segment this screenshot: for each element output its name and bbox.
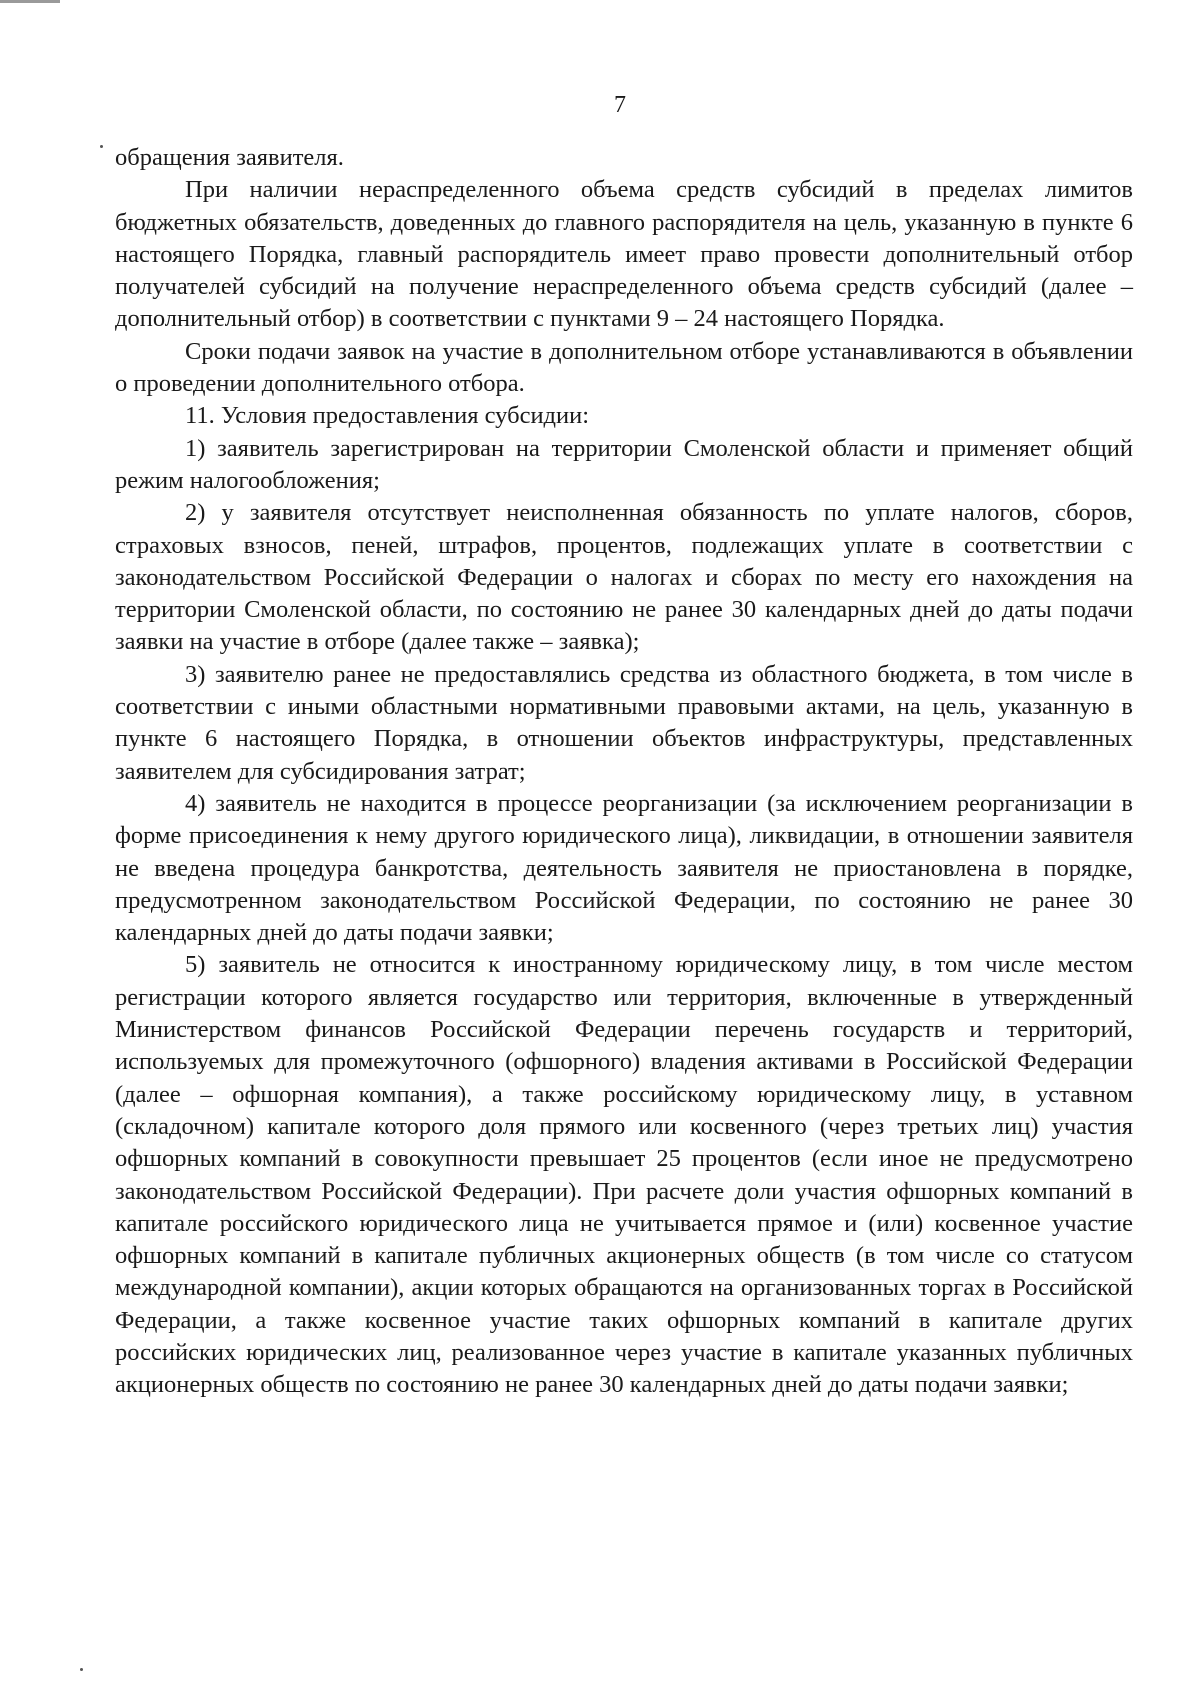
condition-item-2: 2) у заявителя отсутствует неисполненная обязанность по уплате налогов, сборов, страховых взносов, пеней, штрафов, процентов, подлежащих уплате в соответствии с законодательством Российской Федерации о налогах и сборах по месту его нахождения на территории Смоленской области, по состоянию не ранее 30 календарных дней до даты подачи заявки на участие в отборе (далее также – заявка); xyxy=(115,499,1133,656)
condition-item-1: 1) заявитель зарегистрирован на территории Смоленской области и применяет общий режим налогообложения; xyxy=(115,434,1133,494)
scan-speck xyxy=(80,1668,83,1671)
page-number: 7 xyxy=(614,92,626,118)
scan-edge-mark xyxy=(0,0,60,3)
paragraph-continuation: обращения заявителя. xyxy=(115,144,344,171)
section-heading-conditions: 11. Условия предоставления субсидии: xyxy=(185,402,590,430)
scan-speck xyxy=(100,145,103,148)
paragraph-application-deadlines: Сроки подачи заявок на участие в дополнительном отборе устанавливаются в объявлении о проведении дополнительного отбора. xyxy=(115,337,1133,398)
condition-item-3: 3) заявителю ранее не предоставлялись средства из областного бюджета, в том числе в соответствии с иными областными нормативными правовыми актами, на цель, указанную в пункте 6 настоящего Порядка, в отношении объектов инфраструктуры, представленных заявителем для субсидирования затрат; xyxy=(115,660,1133,785)
condition-item-5: 5) заявитель не относится к иностранному юридическому лицу, в том числе местом регистрации которого является государство или территория, включенные в утвержденный Министерством финансов Российской Федерации перечень государств и территорий, используемых для промежуточного (офшорного) владения активами в Российской Федерации (далее – офшорная компания), а также российскому юридическому лицу, в уставном (складочном) капитале которого доля прямого или косвенного (через третьих лиц) участия офшорных компаний в совокупности превышает 25 процентов (если иное не предусмотрено законодательством Российской Федерации). При расчете доли участия офшорных компаний в капитале российского юридического лица не учитывается прямое и (или) косвенное участие офшорных компаний в капитале публичных акционерных обществ (в том числе со статусом международной компании), акции которых обращаются на организованных торгах в Российской Федерации, а также косвенное участие таких офшорных компаний в капитале других российских юридических лиц, реализованное через участие в капитале указанных публичных акционерных обществ по состоянию не ранее 30 календарных дней до даты подачи заявки; xyxy=(115,951,1133,1399)
condition-item-4: 4) заявитель не находится в процессе реорганизации (за исключением реорганизации в форме присоединения к нему другого юридического лица), ликвидации, в отношении заявителя не введена процедура банкротства, деятельность заявителя не приостановлена в порядке, предусмотренном законодательством Российской Федерации, по состоянию не ранее 30 календарных дней до даты подачи заявки; xyxy=(115,789,1133,947)
paragraph-additional-selection: При наличии нераспределенного объема средств субсидий в пределах лимитов бюджетных обязательств, доведенных до главного распорядителя на цель, указанную в пункте 6 настоящего Порядка, главный распорядитель имеет право провести дополнительный отбор получателей субсидий на получение нераспределенного объема средств субсидий (далее – дополнительный отбор) в соответствии с пунктами 9 – 24 настоящего Порядка. xyxy=(115,176,1133,333)
document-body xyxy=(115,142,1133,1402)
